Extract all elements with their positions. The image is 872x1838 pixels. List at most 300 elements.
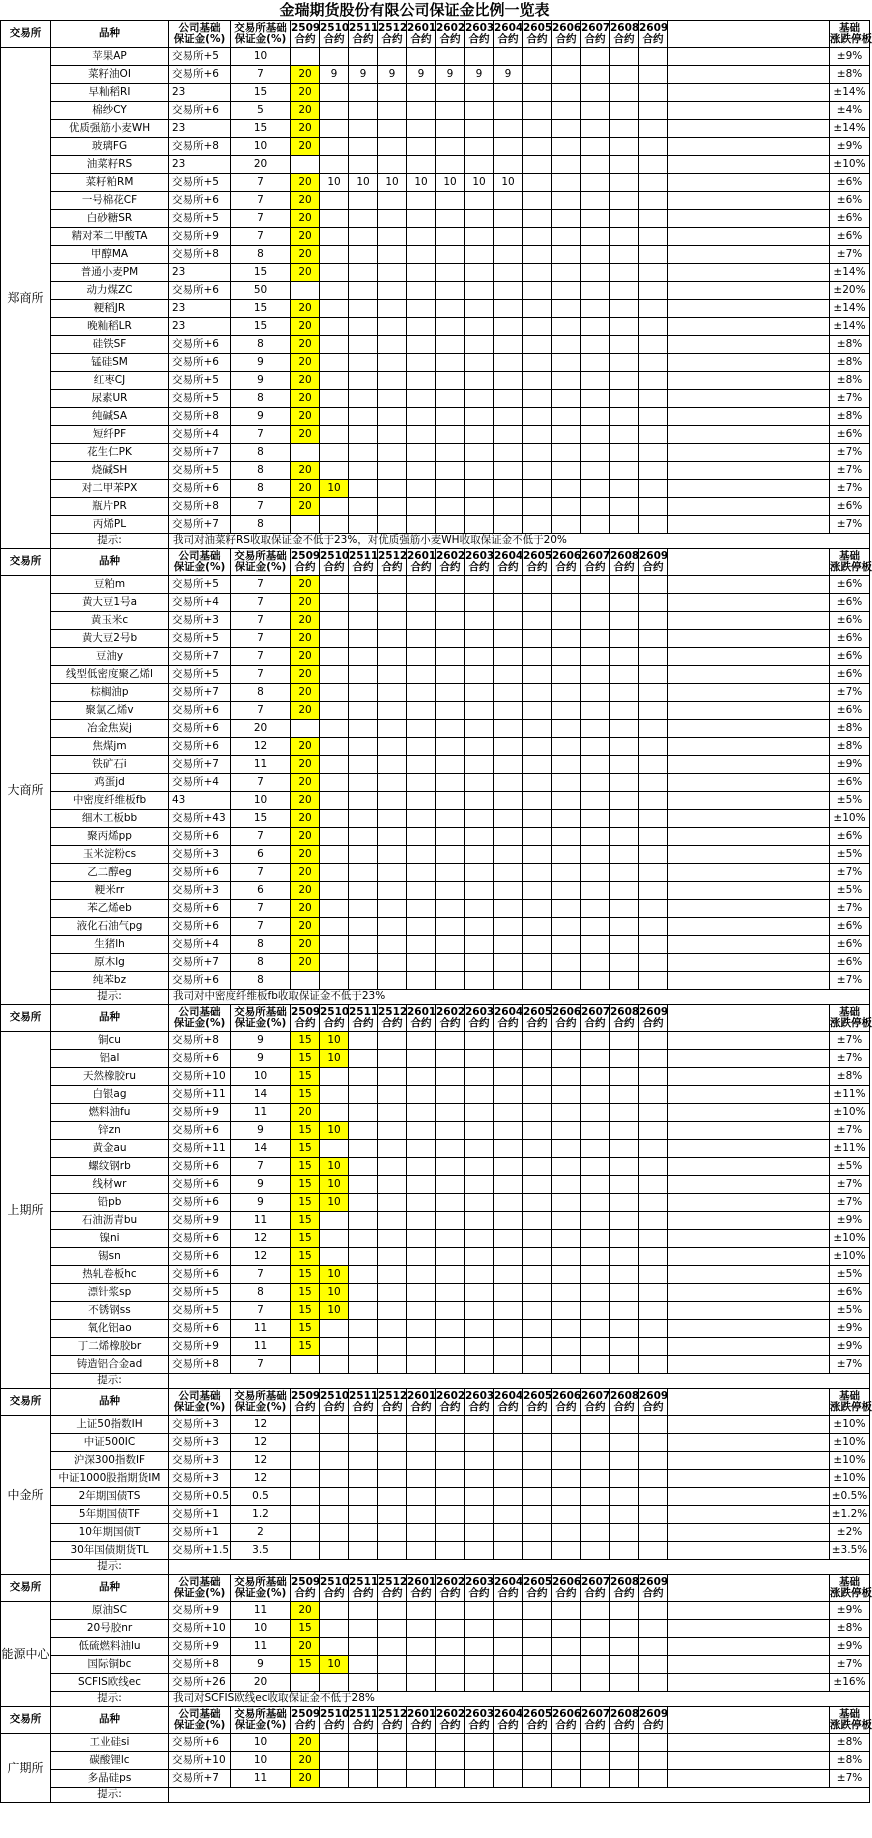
header-contract-line1: 2604 (494, 549, 524, 562)
contract-margin-2605 (523, 426, 552, 444)
table-row (1, 846, 870, 864)
contract-margin-2509: 20 (291, 954, 320, 972)
product-name: 燃料油fu (51, 1104, 169, 1122)
exchange-margin: 11 (231, 1338, 291, 1356)
header-contract-2510 (320, 549, 349, 576)
contract-margin-2510 (320, 462, 349, 480)
contract-margin-2603 (465, 516, 494, 534)
contract-margin-2601 (407, 1086, 436, 1104)
product-name: 黄玉米c (51, 612, 169, 630)
contract-margin-2604 (494, 1050, 523, 1068)
product-name: 动力煤ZC (51, 282, 169, 300)
contract-margin-2609 (639, 246, 668, 264)
price-limit: ±14% (830, 120, 870, 138)
contract-margin-2602 (436, 666, 465, 684)
contract-margin-2601 (407, 192, 436, 210)
header-contract-line2: 合约 (381, 561, 403, 573)
header-contract-line2: 合约 (439, 1017, 461, 1029)
contract-margin-2609 (639, 846, 668, 864)
row-spacer (668, 462, 830, 480)
header-contract-2601 (407, 549, 436, 576)
header-contract-2602 (436, 549, 465, 576)
contract-margin-2604 (494, 372, 523, 390)
contract-margin-2601 (407, 264, 436, 282)
contract-margin-2512 (378, 1602, 407, 1620)
price-limit: ±7% (830, 246, 870, 264)
row-spacer (668, 1068, 830, 1086)
contract-margin-2607 (581, 1176, 610, 1194)
product-name: 焦煤jm (51, 738, 169, 756)
contract-margin-2509: 15 (291, 1050, 320, 1068)
header-contract-line2: 合约 (294, 1017, 316, 1029)
contract-margin-2605 (523, 48, 552, 66)
contract-margin-2603 (465, 1248, 494, 1266)
contract-margin-2603 (465, 1338, 494, 1356)
contract-margin-2512 (378, 300, 407, 318)
header-company-margin-line1: 公司基础 (178, 1389, 221, 1402)
contract-margin-2604 (494, 426, 523, 444)
contract-margin-2606 (552, 1638, 581, 1656)
note-label: 提示: (51, 1788, 169, 1803)
contract-margin-2511: 9 (349, 66, 378, 84)
contract-margin-2511 (349, 1752, 378, 1770)
contract-margin-2605 (523, 1356, 552, 1374)
contract-margin-2606 (552, 1434, 581, 1452)
contract-margin-2602 (436, 936, 465, 954)
contract-margin-2509: 20 (291, 462, 320, 480)
row-spacer (668, 756, 830, 774)
contract-margin-2609 (639, 1470, 668, 1488)
contract-margin-2609 (639, 1488, 668, 1506)
contract-margin-2603 (465, 390, 494, 408)
contract-margin-2606 (552, 1086, 581, 1104)
contract-margin-2607 (581, 1356, 610, 1374)
header-contract-2608 (610, 21, 639, 48)
contract-margin-2512 (378, 156, 407, 174)
product-name: 多晶硅ps (51, 1770, 169, 1788)
contract-margin-2605 (523, 1194, 552, 1212)
row-spacer (668, 1212, 830, 1230)
row-spacer (668, 444, 830, 462)
contract-margin-2604 (494, 408, 523, 426)
contract-margin-2510 (320, 1248, 349, 1266)
contract-margin-2603 (465, 810, 494, 828)
contract-margin-2602 (436, 1140, 465, 1158)
contract-margin-2602 (436, 1452, 465, 1470)
contract-margin-2604 (494, 1638, 523, 1656)
contract-margin-2607 (581, 210, 610, 228)
contract-margin-2603 (465, 1524, 494, 1542)
header-contract-2512 (378, 1707, 407, 1734)
contract-margin-2509: 20 (291, 774, 320, 792)
contract-margin-2512 (378, 738, 407, 756)
contract-margin-2511 (349, 1416, 378, 1434)
contract-margin-2602 (436, 1638, 465, 1656)
contract-margin-2607 (581, 1434, 610, 1452)
contract-margin-2510 (320, 810, 349, 828)
contract-margin-2609 (639, 1212, 668, 1230)
contract-margin-2512 (378, 954, 407, 972)
contract-margin-2512 (378, 210, 407, 228)
contract-margin-2509: 20 (291, 1752, 320, 1770)
exchange-margin: 15 (231, 810, 291, 828)
contract-margin-2512 (378, 1212, 407, 1230)
contract-margin-2602 (436, 138, 465, 156)
contract-margin-2510 (320, 1770, 349, 1788)
row-spacer (668, 138, 830, 156)
contract-margin-2601 (407, 1656, 436, 1674)
product-name: 菜籽油OI (51, 66, 169, 84)
company-margin: 交易所+4 (169, 426, 231, 444)
contract-margin-2511 (349, 480, 378, 498)
header-contract-line1: 2609 (639, 549, 669, 562)
contract-margin-2511 (349, 300, 378, 318)
price-limit: ±7% (830, 1032, 870, 1050)
contract-margin-2604 (494, 246, 523, 264)
exchange-margin: 10 (231, 48, 291, 66)
row-spacer (668, 1158, 830, 1176)
product-name: 粳稻JR (51, 300, 169, 318)
contract-margin-2608 (610, 1524, 639, 1542)
header-contract-line2: 合约 (613, 1719, 635, 1731)
contract-margin-2608 (610, 1086, 639, 1104)
contract-margin-2511 (349, 408, 378, 426)
contract-margin-2602 (436, 480, 465, 498)
header-contract-line2: 合约 (584, 1587, 606, 1599)
contract-margin-2608 (610, 1470, 639, 1488)
contract-margin-2509: 20 (291, 480, 320, 498)
header-contract-2512 (378, 1575, 407, 1602)
header-row (1, 1005, 870, 1032)
contract-margin-2511 (349, 84, 378, 102)
contract-margin-2512 (378, 282, 407, 300)
header-contract-line1: 2601 (407, 1575, 437, 1588)
header-exchange-margin-line2: 保证金(%) (234, 33, 287, 45)
company-margin: 交易所+8 (169, 498, 231, 516)
contract-margin-2512 (378, 1248, 407, 1266)
header-contract-2602 (436, 21, 465, 48)
product-name: 铸造铝合金ad (51, 1356, 169, 1374)
exchange-margin: 7 (231, 228, 291, 246)
contract-margin-2607 (581, 1302, 610, 1320)
contract-margin-2601 (407, 756, 436, 774)
contract-margin-2510 (320, 1524, 349, 1542)
contract-margin-2512 (378, 1416, 407, 1434)
header-exchange-margin (231, 1707, 291, 1734)
exchange-margin: 10 (231, 1068, 291, 1086)
contract-margin-2510 (320, 918, 349, 936)
contract-margin-2607 (581, 246, 610, 264)
contract-margin-2607 (581, 792, 610, 810)
row-spacer (668, 1656, 830, 1674)
contract-margin-2608 (610, 192, 639, 210)
header-product: 品种 (51, 1707, 169, 1734)
contract-margin-2607 (581, 264, 610, 282)
contract-margin-2603 (465, 792, 494, 810)
header-contract-line1: 2605 (523, 21, 553, 34)
contract-margin-2609 (639, 498, 668, 516)
contract-margin-2602 (436, 210, 465, 228)
company-margin: 交易所+6 (169, 192, 231, 210)
header-contract-2603 (465, 1707, 494, 1734)
contract-margin-2512 (378, 1770, 407, 1788)
company-margin: 交易所+5 (169, 1302, 231, 1320)
contract-margin-2510 (320, 156, 349, 174)
price-limit: ±6% (830, 918, 870, 936)
contract-margin-2602 (436, 426, 465, 444)
contract-margin-2609 (639, 318, 668, 336)
contract-margin-2603 (465, 756, 494, 774)
contract-margin-2601 (407, 1032, 436, 1050)
product-name: 棕榈油p (51, 684, 169, 702)
header-contract-line1: 2608 (610, 1575, 640, 1588)
company-margin: 交易所+7 (169, 684, 231, 702)
header-contract-line2: 合约 (381, 1719, 403, 1731)
contract-margin-2510 (320, 1320, 349, 1338)
header-contract-line2: 合约 (526, 1719, 548, 1731)
contract-margin-2603 (465, 156, 494, 174)
product-name: 黄金au (51, 1140, 169, 1158)
product-name: 上证50指数IH (51, 1416, 169, 1434)
company-margin: 交易所+8 (169, 408, 231, 426)
header-exchange-margin-line2: 保证金(%) (234, 1587, 287, 1599)
contract-margin-2604 (494, 810, 523, 828)
company-margin: 交易所+10 (169, 1752, 231, 1770)
contract-margin-2606 (552, 1158, 581, 1176)
exchange-margin: 8 (231, 684, 291, 702)
contract-margin-2509: 15 (291, 1656, 320, 1674)
contract-margin-2604 (494, 1620, 523, 1638)
contract-margin-2606 (552, 810, 581, 828)
contract-margin-2511 (349, 462, 378, 480)
header-contract-line2: 合约 (584, 33, 606, 45)
header-company-margin-line2: 保证金(%) (173, 1401, 226, 1413)
exchange-margin: 0.5 (231, 1488, 291, 1506)
header-spacer (668, 1575, 830, 1602)
header-limit-line1: 基础 (839, 1575, 860, 1588)
contract-margin-2609 (639, 720, 668, 738)
product-name: 氧化铝ao (51, 1320, 169, 1338)
contract-margin-2602 (436, 1542, 465, 1560)
contract-margin-2510: 10 (320, 1266, 349, 1284)
table-row (1, 1338, 870, 1356)
header-contract-2609 (639, 1575, 668, 1602)
row-spacer (668, 1230, 830, 1248)
header-exchange-margin (231, 21, 291, 48)
header-limit (830, 1005, 870, 1032)
contract-margin-2609 (639, 1674, 668, 1692)
contract-margin-2604 (494, 918, 523, 936)
contract-margin-2606 (552, 864, 581, 882)
exchange-name: 能源中心 (1, 1602, 51, 1707)
contract-margin-2602 (436, 576, 465, 594)
contract-margin-2603 (465, 576, 494, 594)
contract-margin-2511 (349, 192, 378, 210)
price-limit: ±7% (830, 462, 870, 480)
contract-margin-2605 (523, 516, 552, 534)
row-spacer (668, 846, 830, 864)
contract-margin-2608 (610, 1122, 639, 1140)
contract-margin-2603 (465, 1212, 494, 1230)
price-limit: ±6% (830, 936, 870, 954)
contract-margin-2606 (552, 1248, 581, 1266)
contract-margin-2602 (436, 1416, 465, 1434)
contract-margin-2509: 20 (291, 102, 320, 120)
contract-margin-2510 (320, 1140, 349, 1158)
contract-margin-2606 (552, 156, 581, 174)
price-limit: ±6% (830, 630, 870, 648)
contract-margin-2605 (523, 174, 552, 192)
contract-margin-2601 (407, 48, 436, 66)
contract-margin-2604 (494, 1542, 523, 1560)
contract-margin-2509: 20 (291, 576, 320, 594)
contract-margin-2607 (581, 756, 610, 774)
contract-margin-2602 (436, 1734, 465, 1752)
header-row (1, 1707, 870, 1734)
contract-margin-2608 (610, 1638, 639, 1656)
exchange-margin: 50 (231, 282, 291, 300)
contract-margin-2511 (349, 1050, 378, 1068)
table-row (1, 1266, 870, 1284)
exchange-margin: 10 (231, 1620, 291, 1638)
contract-margin-2606 (552, 300, 581, 318)
contract-margin-2512 (378, 756, 407, 774)
contract-margin-2609 (639, 390, 668, 408)
contract-margin-2606 (552, 318, 581, 336)
contract-margin-2605 (523, 792, 552, 810)
header-contract-2603 (465, 1575, 494, 1602)
header-contract-line2: 合约 (555, 33, 577, 45)
contract-margin-2605 (523, 1434, 552, 1452)
contract-margin-2509 (291, 720, 320, 738)
company-margin: 交易所+10 (169, 1068, 231, 1086)
table-row (1, 1212, 870, 1230)
table-row (1, 936, 870, 954)
row-spacer (668, 120, 830, 138)
header-contract-line1: 2601 (407, 1005, 437, 1018)
contract-margin-2510: 9 (320, 66, 349, 84)
exchange-margin: 12 (231, 738, 291, 756)
contract-margin-2607 (581, 480, 610, 498)
contract-margin-2607 (581, 1416, 610, 1434)
header-contract-line2: 合约 (642, 1719, 664, 1731)
price-limit: ±8% (830, 336, 870, 354)
contract-margin-2602 (436, 900, 465, 918)
contract-margin-2602 (436, 1068, 465, 1086)
contract-margin-2509: 20 (291, 612, 320, 630)
contract-margin-2607 (581, 102, 610, 120)
header-contract-line1: 2509 (291, 1389, 321, 1402)
contract-margin-2601 (407, 1470, 436, 1488)
contract-margin-2606 (552, 666, 581, 684)
header-contract-line2: 合约 (613, 1401, 635, 1413)
contract-margin-2601 (407, 846, 436, 864)
contract-margin-2604 (494, 1356, 523, 1374)
contract-margin-2603 (465, 684, 494, 702)
contract-margin-2602 (436, 1158, 465, 1176)
contract-margin-2603 (465, 1602, 494, 1620)
table-row (1, 120, 870, 138)
header-contract-2604 (494, 1389, 523, 1416)
contract-margin-2608 (610, 300, 639, 318)
contract-margin-2511 (349, 576, 378, 594)
contract-margin-2602 (436, 756, 465, 774)
contract-margin-2605 (523, 462, 552, 480)
product-name: 纯苯bz (51, 972, 169, 990)
company-margin: 交易所+9 (169, 1638, 231, 1656)
contract-margin-2608 (610, 1752, 639, 1770)
contract-margin-2606 (552, 1656, 581, 1674)
contract-margin-2512 (378, 1320, 407, 1338)
contract-margin-2510 (320, 102, 349, 120)
header-contract-2608 (610, 1005, 639, 1032)
contract-margin-2509 (291, 1488, 320, 1506)
contract-margin-2604 (494, 1452, 523, 1470)
contract-margin-2601 (407, 282, 436, 300)
contract-margin-2601 (407, 480, 436, 498)
contract-margin-2509: 20 (291, 1602, 320, 1620)
table-row (1, 1752, 870, 1770)
product-name: 烧碱SH (51, 462, 169, 480)
company-margin: 交易所+6 (169, 1266, 231, 1284)
contract-margin-2509 (291, 1524, 320, 1542)
contract-margin-2608 (610, 1050, 639, 1068)
product-name: 螺纹钢rb (51, 1158, 169, 1176)
contract-margin-2509 (291, 516, 320, 534)
contract-margin-2605 (523, 84, 552, 102)
contract-margin-2601 (407, 102, 436, 120)
contract-margin-2606 (552, 1068, 581, 1086)
contract-margin-2509: 20 (291, 426, 320, 444)
contract-margin-2510 (320, 498, 349, 516)
contract-margin-2608 (610, 1620, 639, 1638)
contract-margin-2608 (610, 1506, 639, 1524)
contract-margin-2605 (523, 246, 552, 264)
contract-margin-2603 (465, 120, 494, 138)
contract-margin-2601 (407, 228, 436, 246)
contract-margin-2601 (407, 774, 436, 792)
note-row (1, 990, 870, 1005)
contract-margin-2510 (320, 318, 349, 336)
contract-margin-2509: 20 (291, 846, 320, 864)
product-name: 尿素UR (51, 390, 169, 408)
exchange-margin: 20 (231, 1674, 291, 1692)
contract-margin-2605 (523, 1734, 552, 1752)
row-spacer (668, 1770, 830, 1788)
contract-margin-2510 (320, 1338, 349, 1356)
contract-margin-2512 (378, 684, 407, 702)
price-limit: ±9% (830, 1338, 870, 1356)
row-spacer (668, 1284, 830, 1302)
company-margin: 交易所+5 (169, 372, 231, 390)
contract-margin-2607 (581, 1638, 610, 1656)
note-row (1, 1560, 870, 1575)
contract-margin-2511 (349, 1230, 378, 1248)
price-limit: ±0.5% (830, 1488, 870, 1506)
contract-margin-2606 (552, 900, 581, 918)
table-row (1, 1104, 870, 1122)
contract-margin-2511 (349, 1338, 378, 1356)
contract-margin-2602 (436, 792, 465, 810)
contract-margin-2603 (465, 882, 494, 900)
table-row (1, 246, 870, 264)
contract-margin-2509: 15 (291, 1140, 320, 1158)
contract-margin-2602 (436, 318, 465, 336)
contract-margin-2604 (494, 1176, 523, 1194)
header-exchange: 交易所 (1, 1575, 51, 1602)
row-spacer (668, 228, 830, 246)
contract-margin-2602 (436, 1434, 465, 1452)
